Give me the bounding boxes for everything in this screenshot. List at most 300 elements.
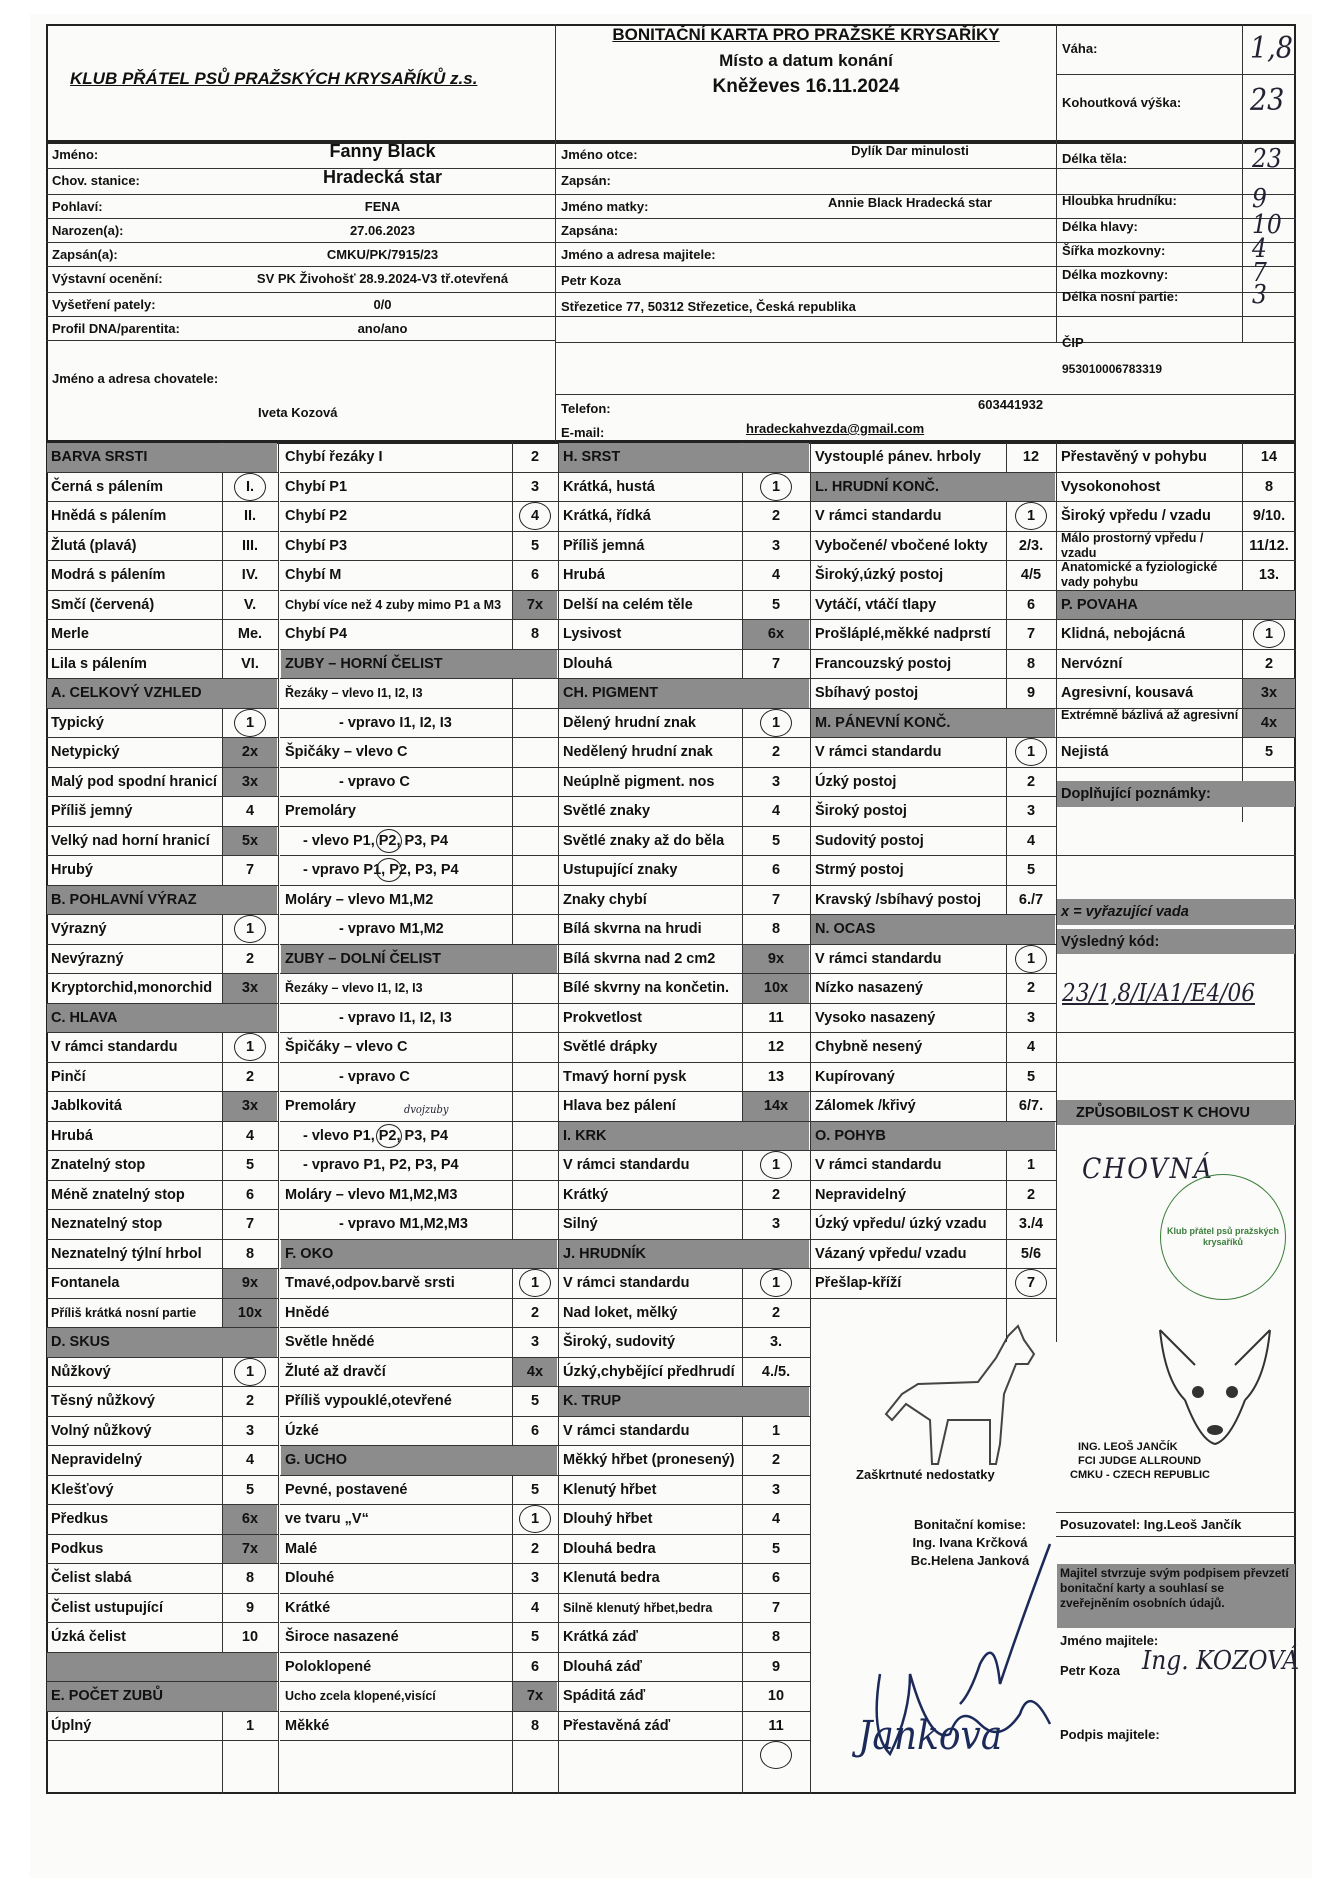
- criterion-code: 7x: [526, 596, 544, 613]
- criterion-label: Měkké: [285, 1717, 330, 1734]
- dog-field-value: CMKU/PK/7915/23: [326, 247, 439, 262]
- rule: [46, 266, 555, 267]
- section-header: H. SRST: [563, 449, 621, 465]
- rule: [280, 1504, 558, 1505]
- rule: [558, 1298, 810, 1299]
- criterion-label: Široce nasazené: [285, 1629, 399, 1645]
- criterion-code: 13: [767, 1068, 785, 1085]
- criterion-label: Dělený hrudní znak: [563, 714, 696, 731]
- tooth-mark: [376, 858, 402, 882]
- criterion-label: Světlé znaky: [563, 803, 651, 819]
- criterion-code: 7: [771, 655, 781, 672]
- criterion-label: Úzká čelist: [51, 1629, 126, 1645]
- criterion-code: 9: [1026, 685, 1036, 701]
- rule: [280, 1534, 558, 1535]
- rule: [558, 1593, 810, 1594]
- criterion-code: 5: [530, 1481, 540, 1498]
- criterion-code: 9x: [767, 950, 785, 967]
- criterion-code: 4: [771, 803, 781, 819]
- rule: [280, 1475, 558, 1476]
- card-place-date: Kněževes 16.11.2024: [712, 76, 900, 97]
- criterion-label: Nepravidelný: [51, 1452, 143, 1468]
- criterion-code: 2: [245, 1068, 255, 1085]
- rule: [810, 501, 1056, 502]
- dog-field-value: 0/0: [373, 297, 392, 312]
- criterion-label: Pevné, postavené: [285, 1481, 408, 1498]
- card-subtitle: Místo a datum konání: [719, 51, 893, 70]
- criterion-label: Úzký vpředu/ úzký vzadu: [815, 1216, 987, 1232]
- section-header: P. POVAHA: [1061, 596, 1138, 613]
- criterion-code: 5: [530, 537, 540, 554]
- section-header: A. CELKOVÝ VZHLED: [51, 685, 202, 701]
- rule: [280, 1180, 558, 1181]
- measure-value: 3: [1252, 280, 1267, 310]
- checked-mark: [519, 1505, 551, 1533]
- judge-label: Posuzovatel: Ing.Leoš Jančík: [1060, 1517, 1242, 1532]
- criterion-code: 10: [767, 1688, 785, 1704]
- criterion-code: 7x: [526, 1688, 544, 1704]
- rule: [810, 1062, 1056, 1063]
- rule: [810, 1150, 1056, 1151]
- rule: [810, 1239, 1056, 1240]
- rule: [46, 194, 555, 195]
- rule: [280, 885, 558, 886]
- rule: [280, 1003, 558, 1004]
- rule: [1056, 855, 1296, 856]
- rule: [280, 1740, 558, 1741]
- criterion-label: Řezáky – vlevo I1, I2, I3: [285, 981, 423, 995]
- rule: [558, 590, 810, 591]
- rule: [280, 1032, 558, 1033]
- checked-mark: [234, 915, 266, 943]
- measure-label: Délka mozkovny:: [1062, 267, 1169, 282]
- criterion-label: Světlé znaky až do běla: [563, 832, 725, 849]
- criterion-label: - vpravo M1,M2: [339, 921, 444, 937]
- parent-field-label: Jméno matky:: [561, 199, 649, 214]
- criterion-code: 7: [771, 1599, 781, 1616]
- criterion-code: 1: [771, 1275, 781, 1291]
- section-header: J. HRUDNÍK: [563, 1245, 646, 1262]
- rule: [280, 1091, 558, 1092]
- measure-value: 7: [1252, 258, 1267, 288]
- judge-stamp-line3: CMKU - CZECH REPUBLIC: [1070, 1469, 1210, 1481]
- rule: [558, 1209, 810, 1210]
- criterion-label: - vpravo C: [339, 1068, 410, 1085]
- rule: [810, 1268, 1056, 1269]
- rule: [1056, 619, 1296, 620]
- rule: [46, 1062, 278, 1063]
- criterion-label: Chybí P4: [285, 626, 348, 642]
- criterion-code: 7: [245, 862, 255, 878]
- rule: [558, 1622, 810, 1623]
- rule: [810, 1298, 1056, 1299]
- criterion-code: 6x: [241, 1511, 259, 1527]
- criterion-code: 10: [241, 1629, 259, 1645]
- criterion-code: 8: [245, 1570, 255, 1586]
- rule: [46, 1563, 278, 1564]
- bonitation-card: [30, 14, 1312, 1878]
- dog-field-label: Pohlaví:: [52, 199, 103, 214]
- criterion-label: Modrá s pálením: [51, 567, 166, 583]
- criterion-label: Chybí P1: [285, 478, 348, 495]
- criterion-label: Sbíhavý postoj: [815, 685, 919, 701]
- rule: [558, 1416, 810, 1417]
- criterion-code: 12: [1022, 449, 1040, 465]
- criterion-label: Vysokonohost: [1061, 478, 1161, 495]
- criterion-label: Vytáčí, vtáčí tlapy: [815, 596, 937, 613]
- criterion-label: Fontanela: [51, 1275, 120, 1291]
- rule: [1056, 1536, 1296, 1537]
- rule: [810, 1180, 1056, 1181]
- criterion-code: 4: [245, 803, 255, 819]
- criterion-code: 8: [245, 1245, 255, 1262]
- criterion-label: ve tvaru „V“: [285, 1511, 369, 1527]
- criterion-code: 6: [530, 1422, 540, 1439]
- criterion-label: Chybí řezáky I: [285, 449, 383, 465]
- criterion-code: 8: [530, 1717, 540, 1734]
- rule: [46, 1357, 278, 1358]
- fitness-header: ZPŮSOBILOST K CHOVU: [1076, 1104, 1251, 1121]
- section-header: G. UCHO: [285, 1452, 348, 1468]
- criterion-label: Nervózní: [1061, 655, 1123, 672]
- criterion-code: 1: [530, 1511, 540, 1527]
- measure-label: Šířka mozkovny:: [1062, 243, 1166, 258]
- criterion-label: Bílá skvrna na hrudi: [563, 921, 702, 937]
- height-value: 23: [1250, 83, 1285, 118]
- notes-header: Doplňující poznámky:: [1061, 786, 1211, 803]
- criterion-code: 4./5.: [761, 1363, 791, 1380]
- criterion-label: Čelist ustupující: [51, 1599, 163, 1616]
- breeder-label: Jméno a adresa chovatele:: [52, 371, 219, 386]
- criterion-code: 11/12.: [1249, 537, 1289, 554]
- judge-stamp-line1: ING. LEOŠ JANČÍK: [1078, 1441, 1178, 1453]
- section-header: ZUBY – DOLNÍ ČELIST: [285, 950, 442, 967]
- criterion-code: 8: [1264, 478, 1274, 495]
- rule: [280, 1150, 558, 1151]
- criterion-label: Podkus: [51, 1540, 104, 1557]
- rule: [810, 796, 1056, 797]
- rule: [46, 619, 278, 620]
- criterion-code: 2: [771, 1304, 781, 1321]
- phone-value: 603441932: [978, 397, 1044, 412]
- criterion-code: 3: [771, 1216, 781, 1232]
- criterion-label: Tmavé,odpov.barvě srsti: [285, 1275, 455, 1291]
- criterion-code: 9: [245, 1599, 255, 1616]
- criterion-label: Nedělený hrudní znak: [563, 744, 713, 760]
- height-label: Kohoutková výška:: [1062, 95, 1182, 110]
- rule: [810, 619, 1056, 620]
- rule: [558, 1180, 810, 1181]
- criterion-label: Čelist slabá: [51, 1570, 132, 1586]
- rule: [280, 737, 558, 738]
- rule: [558, 1652, 810, 1653]
- tooth-mark: [376, 829, 402, 853]
- criterion-label: Široký vpředu / vzadu: [1061, 508, 1211, 524]
- rule: [558, 1534, 810, 1535]
- tooth-note: dvojzuby: [404, 1103, 449, 1116]
- rule: [278, 442, 279, 1794]
- dog-field-label: Výstavní ocenění:: [52, 271, 163, 286]
- criterion-label: Hrubá: [51, 1127, 93, 1144]
- dog-field-label: Narozen(a):: [52, 223, 124, 238]
- criterion-code: 1: [771, 1157, 781, 1173]
- rule: [46, 1386, 278, 1387]
- x-note: x = vyřazující vada: [1061, 904, 1189, 921]
- rule: [46, 944, 278, 945]
- checked-mark: [234, 1358, 266, 1386]
- criterion-label: Smčí (červená): [51, 596, 155, 613]
- criterion-code: 3: [771, 773, 781, 790]
- criterion-label: Méně znatelný stop: [51, 1186, 185, 1203]
- rule: [810, 560, 1056, 561]
- rule: [280, 1593, 558, 1594]
- dog-field-label: Zapsán(a):: [52, 247, 118, 262]
- rule: [555, 218, 1056, 219]
- rule: [46, 472, 278, 473]
- checked-mark: [234, 709, 266, 737]
- rule: [280, 826, 558, 827]
- criterion-label: Prošláplé,měkké nadprstí: [815, 626, 991, 642]
- criterion-label: Špičáky – vlevo C: [285, 744, 408, 760]
- criterion-code: 9x: [241, 1275, 259, 1291]
- criterion-label: Znaky chybí: [563, 891, 647, 908]
- criterion-code: 6: [1026, 596, 1036, 613]
- criterion-label: Premoláry: [285, 803, 356, 819]
- parent-field-label: Zapsán:: [561, 173, 611, 188]
- rule: [810, 678, 1056, 679]
- judge-stamp-line2: FCI JUDGE ALLROUND: [1078, 1455, 1202, 1467]
- criterion-code: 2: [771, 744, 781, 760]
- criterion-label: Netypický: [51, 744, 120, 760]
- rule: [555, 316, 1056, 317]
- criterion-code: 13.: [1258, 567, 1280, 583]
- criterion-label: Žluté až dravčí: [285, 1363, 386, 1380]
- rule: [1056, 501, 1296, 502]
- criterion-code: Me.: [237, 626, 263, 642]
- criterion-label: Měkký hřbet (pronesený): [563, 1452, 735, 1468]
- criterion-label: - vpravo M1,M2,M3: [339, 1216, 468, 1232]
- rule: [810, 855, 1056, 856]
- email-value: hradeckahvezda@gmail.com: [746, 421, 925, 436]
- criterion-label: Široký,úzký postoj: [815, 567, 944, 583]
- rule: [555, 292, 1056, 293]
- criterion-code: 6/7.: [1018, 1098, 1044, 1114]
- rule: [810, 737, 1056, 738]
- criterion-label: Hlava bez pálení: [563, 1098, 676, 1114]
- commission-member-2: Bc.Helena Janková: [910, 1553, 1030, 1568]
- rule: [810, 973, 1056, 974]
- rule: [46, 649, 278, 650]
- criterion-label: Velký nad horní hranicí: [51, 832, 210, 849]
- criterion-label: Příliš jemná: [563, 537, 645, 554]
- criterion-label: Zálomek /křivý: [815, 1098, 916, 1114]
- criterion-label: Kupírovaný: [815, 1068, 895, 1085]
- criterion-label: Dlouhá záď: [563, 1658, 642, 1675]
- section-header: E. POČET ZUBŮ: [51, 1688, 163, 1704]
- criterion-code: 9/10.: [1252, 508, 1286, 524]
- rule: [810, 1032, 1056, 1033]
- rule: [46, 1180, 278, 1181]
- criterion-label: Typický: [51, 714, 104, 731]
- checked-mark: [1015, 738, 1047, 766]
- criterion-label: - vpravo P1, P2, P3, P4: [303, 1157, 459, 1173]
- criterion-label: V rámci standardu: [815, 508, 942, 524]
- criterion-code: 7: [245, 1216, 255, 1232]
- criterion-label: Kryptorchid,monorchid: [51, 980, 213, 996]
- criterion-label: Krátké: [285, 1599, 331, 1616]
- section-header: F. OKO: [285, 1245, 334, 1262]
- criterion-label: Lila s pálením: [51, 655, 147, 672]
- criterion-code: 4x: [526, 1363, 544, 1380]
- checked-mark: [760, 1269, 792, 1297]
- rule: [558, 796, 810, 797]
- rule: [810, 649, 1056, 650]
- rule: [810, 531, 1056, 532]
- criterion-code: 3./4: [1018, 1216, 1044, 1232]
- criterion-label: Znatelný stop: [51, 1157, 146, 1173]
- rule: [558, 560, 810, 561]
- checked-mark: [1015, 1269, 1047, 1297]
- criterion-label: Poloklopené: [285, 1658, 372, 1675]
- criterion-label: Spáditá záď: [563, 1688, 646, 1704]
- criterion-label: Černá s pálením: [51, 478, 164, 495]
- criterion-label: Výrazný: [51, 921, 107, 937]
- criterion-code: 6x: [767, 626, 785, 642]
- rule: [280, 1209, 558, 1210]
- criterion-code: 12: [767, 1039, 785, 1055]
- criterion-code: 1: [771, 1422, 781, 1439]
- checked-mark: [234, 1033, 266, 1061]
- criterion-code: 3: [530, 1570, 540, 1586]
- criterion-code: 1: [245, 1039, 255, 1055]
- dog-figure-icon: [878, 1324, 1048, 1472]
- criterion-code: 1: [1264, 626, 1274, 642]
- criterion-label: Žlutá (plavá): [51, 537, 137, 554]
- dog-field-value: Fanny Black: [329, 141, 436, 161]
- criterion-code: 10x: [763, 980, 789, 996]
- criterion-label: Světle hnědé: [285, 1334, 375, 1350]
- rule: [46, 914, 278, 915]
- owner-name-handwritten: Ing. KOZOVÁ: [1142, 1646, 1300, 1676]
- email-label: E-mail:: [561, 425, 605, 440]
- rule: [280, 501, 558, 502]
- criterion-label: Bílá skvrna nad 2 cm2: [563, 950, 716, 967]
- criterion-label: Silný: [563, 1216, 598, 1232]
- rule: [558, 501, 810, 502]
- criterion-label: Dlouhé: [285, 1570, 335, 1586]
- criterion-code: 1: [245, 1717, 255, 1734]
- rule: [512, 442, 513, 1794]
- measure-value: 23: [1252, 144, 1282, 174]
- rule: [558, 885, 810, 886]
- criterion-label: Těsný nůžkový: [51, 1393, 155, 1409]
- criterion-code: 5: [1264, 744, 1274, 760]
- section-header: M. PÁNEVNÍ KONČ.: [815, 714, 951, 731]
- criterion-label: Chybí P2: [285, 508, 348, 524]
- section-header: B. POHLAVNÍ VÝRAZ: [51, 891, 197, 908]
- criterion-code: 2: [530, 1304, 540, 1321]
- section-header: C. HLAVA: [51, 1009, 118, 1026]
- rule: [280, 619, 558, 620]
- criterion-code: 1: [1026, 508, 1036, 524]
- criterion-label: Krátká záď: [563, 1629, 638, 1645]
- criterion-code: 5/6: [1020, 1245, 1042, 1262]
- criterion-label: - vpravo C: [339, 773, 410, 790]
- rule: [280, 1711, 558, 1712]
- criterion-label: Přestavěná záď: [563, 1717, 671, 1734]
- owner-consent: Majitel stvrzuje svým podpisem převzetí bonitační karty a souhlasí se zveřejněním osobních údajů.: [1060, 1566, 1289, 1610]
- rule: [46, 708, 278, 709]
- criterion-label: V rámci standardu: [563, 1157, 690, 1173]
- dog-field-value: SV PK Živohošť 28.9.2024-V3 tř.otevřená: [256, 271, 509, 286]
- rule: [1056, 1062, 1296, 1063]
- criterion-code: 8: [771, 921, 781, 937]
- rule: [280, 531, 558, 532]
- checked-mark: [519, 502, 551, 530]
- criterion-label: Málo prostorný vpředu / vzadu: [1061, 530, 1204, 560]
- criterion-label: Bílé skvrny na končetin.: [563, 980, 730, 996]
- criterion-label: Úzký postoj: [815, 773, 897, 790]
- rule: [280, 1298, 558, 1299]
- checked-mark: [519, 1269, 551, 1297]
- measure-value: 9: [1252, 184, 1267, 214]
- criterion-label: Sudovitý postoj: [815, 832, 924, 849]
- criterion-code: 4: [245, 1127, 255, 1144]
- criterion-label: Úzký,chybějící předhrudí: [563, 1363, 735, 1380]
- criterion-code: 5: [530, 1629, 540, 1645]
- criterion-label: Krátký: [563, 1186, 609, 1203]
- rule: [558, 1445, 810, 1446]
- rule: [810, 826, 1056, 827]
- rule: [558, 1681, 810, 1682]
- criterion-code: 4: [1026, 1039, 1036, 1055]
- result-label: Výsledný kód:: [1061, 933, 1160, 950]
- criterion-label: Neznatelný stop: [51, 1216, 163, 1232]
- rule: [810, 590, 1056, 591]
- rule: [46, 501, 278, 502]
- criterion-label: Chybí M: [285, 567, 342, 583]
- measure-label: Délka těla:: [1062, 151, 1128, 166]
- criterion-code: 2: [771, 1186, 781, 1203]
- rule: [46, 1711, 278, 1712]
- phone-label: Telefon:: [561, 401, 611, 416]
- criterion-code: 5: [771, 1540, 781, 1557]
- dog-field-value: Hradecká star: [322, 167, 443, 187]
- criterion-label: Neznatelný týlní hrbol: [51, 1245, 202, 1262]
- commission-member-1: Ing. Ivana Krčková: [912, 1535, 1028, 1550]
- rule: [46, 1150, 278, 1151]
- criterion-label: Řezáky – vlevo I1, I2, I3: [285, 686, 423, 700]
- rule: [558, 737, 810, 738]
- criterion-label: Premoláry: [285, 1098, 356, 1114]
- criterion-code: 1: [771, 478, 781, 495]
- criterion-code: 8: [1026, 655, 1036, 672]
- rule: [810, 1003, 1056, 1004]
- rule: [1056, 649, 1296, 650]
- criterion-label: Chybí více než 4 zuby mimo P1 a M3: [285, 597, 502, 612]
- criterion-code: 6: [530, 1658, 540, 1675]
- rule: [46, 316, 555, 317]
- criterion-code: 14: [1260, 449, 1278, 465]
- criterion-label: Moláry – vlevo M1,M2,M3: [285, 1186, 458, 1203]
- criterion-code: II.: [243, 508, 257, 524]
- commission-signature-text: Jankova: [858, 1713, 1003, 1759]
- criterion-code: 9: [771, 1658, 781, 1675]
- rule: [46, 242, 555, 243]
- rule: [46, 590, 278, 591]
- criterion-label: Agresivní, kousavá: [1061, 685, 1194, 701]
- criterion-label: Malý pod spodní hranicí: [51, 773, 217, 790]
